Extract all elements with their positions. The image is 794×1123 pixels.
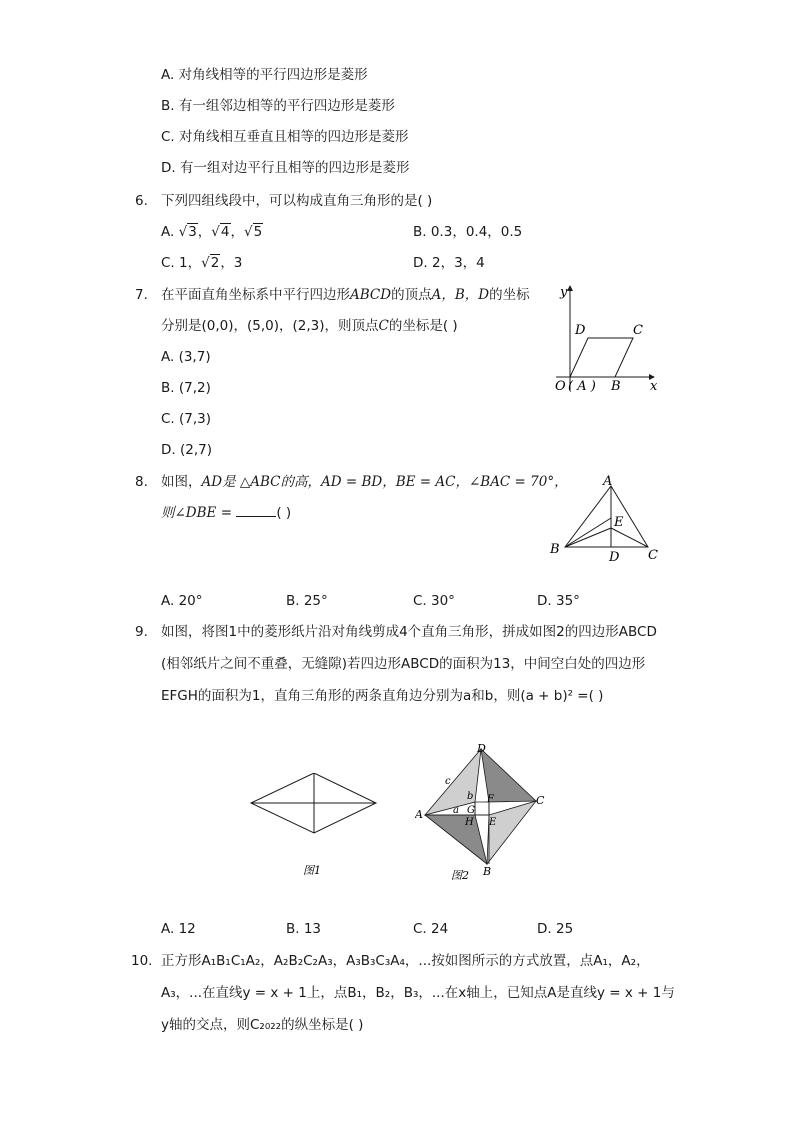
q8-stem1-math: AD是 △ABC的高，AD = BD，BE = AC，∠BAC = 70°， [201, 474, 568, 490]
fig2-caption: 图2 [451, 869, 469, 882]
q10-stem-line1: 正方形A₁B₁C₁A₂，A₂B₂C₂A₃，A₃B₃C₃A₄，...按如图所示的方式放置，点A₁，A₂， [161, 953, 650, 969]
label-d: D [477, 742, 486, 755]
q7-option-c[interactable]: C. (7,3) [161, 411, 212, 427]
rhombus-diagram [245, 773, 380, 883]
q8-figure [545, 472, 665, 567]
label-d: D [575, 323, 586, 338]
label-g: G [467, 805, 475, 816]
label-a: A [603, 474, 613, 489]
q8-option-c[interactable]: C. 30° [413, 593, 455, 609]
label-a: ( A ) [568, 379, 596, 394]
q7-stem2-mid: ，则顶点 [324, 318, 379, 334]
q9-stem-line2: (相邻纸片之间不重叠，无缝隙)若四边形ABCD的面积为13，中间空白处的四边形 [161, 656, 646, 672]
q6-option-c-label: C. 1， [161, 255, 202, 271]
q7-stem-line2 [161, 317, 458, 335]
q5-option-c[interactable]: C. 对角线相互垂直且相等的四边形是菱形 [161, 129, 409, 145]
q9-option-a[interactable]: A. 12 [161, 921, 196, 937]
label-c: C [648, 548, 658, 563]
label-e: E [489, 817, 497, 828]
label-c: C [536, 794, 545, 807]
label-side-b: b [467, 791, 474, 802]
q6-option-a[interactable]: A. √3，√4，√5 [161, 224, 263, 240]
q8-stem2-post: ( ) [276, 505, 292, 521]
label-f: F [487, 794, 494, 805]
sqrt-3: √3 [178, 224, 197, 240]
fig1-caption: 图1 [303, 864, 321, 877]
pinwheel-square-diagram [415, 740, 555, 882]
q7-option-a[interactable]: A. (3,7) [161, 349, 211, 365]
q9-option-d[interactable]: D. 25 [537, 921, 574, 937]
q7-option-b[interactable]: B. (7,2) [161, 380, 211, 396]
q8-stem1-pre: 如图， [161, 474, 202, 490]
label-d: D [609, 550, 620, 565]
label-y: y [560, 285, 568, 300]
q5-option-b[interactable]: B. 有一组邻边相等的平行四边形是菱形 [161, 98, 395, 114]
q9-figure-2 [415, 740, 555, 882]
q7-stem2-pre: 分别是 [161, 318, 202, 334]
q9-option-b[interactable]: B. 13 [286, 921, 322, 937]
q9-stem-line1: 如图，将图1中的菱形纸片沿对角线剪成4个直角三角形，拼成如图2的四边形ABCD [161, 624, 657, 640]
q10-number: 10. [131, 953, 153, 969]
q7-figure [548, 282, 668, 402]
triangle-right-bottom [487, 801, 536, 864]
label-b: B [550, 542, 560, 557]
q6-stem: 下列四组线段中，可以构成直角三角形的是( ) [161, 193, 433, 209]
q5-option-d[interactable]: D. 有一组对边平行且相等的四边形是菱形 [161, 160, 410, 176]
q8-option-d[interactable]: D. 35° [537, 593, 580, 609]
q9-stem-line3: EFGH的面积为1，直角三角形的两条直角边分别为a和b，则(a + b)² =( ) [161, 688, 604, 704]
q8-number: 8. [135, 474, 148, 490]
q8-stem2-math: 则∠DBE = [161, 505, 233, 521]
q6-option-d[interactable]: D. 2，3，4 [413, 255, 485, 271]
label-a: A [415, 808, 423, 821]
q7-coordinate-diagram [548, 282, 668, 402]
q7-stem2-post: 的坐标是( ) [388, 318, 458, 334]
q7-stem-line1 [161, 286, 530, 304]
q5-option-a[interactable]: A. 对角线相等的平行四边形是菱形 [161, 67, 368, 83]
q9-figure-1 [245, 773, 380, 883]
sqrt-5: √5 [244, 224, 263, 240]
q7-stem1-abcd: ABCD [350, 287, 392, 303]
label-c: C [633, 323, 643, 338]
q7-stem1-points: A，B，D [431, 287, 490, 303]
q10-stem-line2: A₃，...在直线y = x + 1上，点B₁，B₂，B₃，...在x轴上，已知点A是直线y = x + 1与 [161, 985, 675, 1001]
q6-option-c-tail: ，3 [220, 255, 243, 271]
q7-stem1-pre: 在平面直角坐标系中平行四边形 [161, 287, 350, 303]
triangle-left-bottom [425, 815, 487, 864]
q7-stem1-post: 的坐标 [489, 287, 530, 303]
q7-stem2-coords: (0,0)，(5,0)，(2,3) [201, 318, 325, 334]
q7-stem1-mid: 的顶点 [391, 287, 432, 303]
q8-stem-line1 [161, 473, 568, 491]
q7-number: 7. [135, 287, 148, 303]
parallelogram-abcd [570, 338, 633, 377]
q9-option-c[interactable]: C. 24 [413, 921, 449, 937]
label-b: B [611, 379, 621, 394]
label-e: E [614, 515, 624, 530]
q8-option-a[interactable]: A. 20° [161, 593, 203, 609]
segment-b-to-ad [565, 518, 611, 547]
q8-triangle-diagram [545, 472, 665, 567]
q7-option-d[interactable]: D. (2,7) [161, 442, 212, 458]
label-o: O [555, 379, 566, 394]
sqrt-2: √2 [201, 255, 220, 271]
q9-number: 9. [135, 624, 148, 640]
label-side-c: c [445, 776, 451, 787]
label-x: x [650, 379, 658, 394]
q8-stem-line2 [161, 504, 291, 522]
q6-option-a-label: A. [161, 224, 175, 240]
label-side-a: a [453, 805, 459, 816]
sqrt-4: √4 [211, 224, 230, 240]
q10-stem-line3: y轴的交点，则C₂₀₂₂的纵坐标是( ) [161, 1017, 364, 1033]
q6-option-b[interactable]: B. 0.3，0.4，0.5 [413, 224, 523, 240]
q7-stem2-c: C [378, 318, 389, 334]
answer-blank[interactable] [236, 504, 276, 517]
label-h: H [465, 817, 474, 828]
q6-option-c[interactable] [161, 254, 242, 272]
label-b: B [483, 865, 492, 878]
q8-option-b[interactable]: B. 25° [286, 593, 328, 609]
q6-number: 6. [135, 193, 148, 209]
triangle-abc [565, 486, 648, 547]
